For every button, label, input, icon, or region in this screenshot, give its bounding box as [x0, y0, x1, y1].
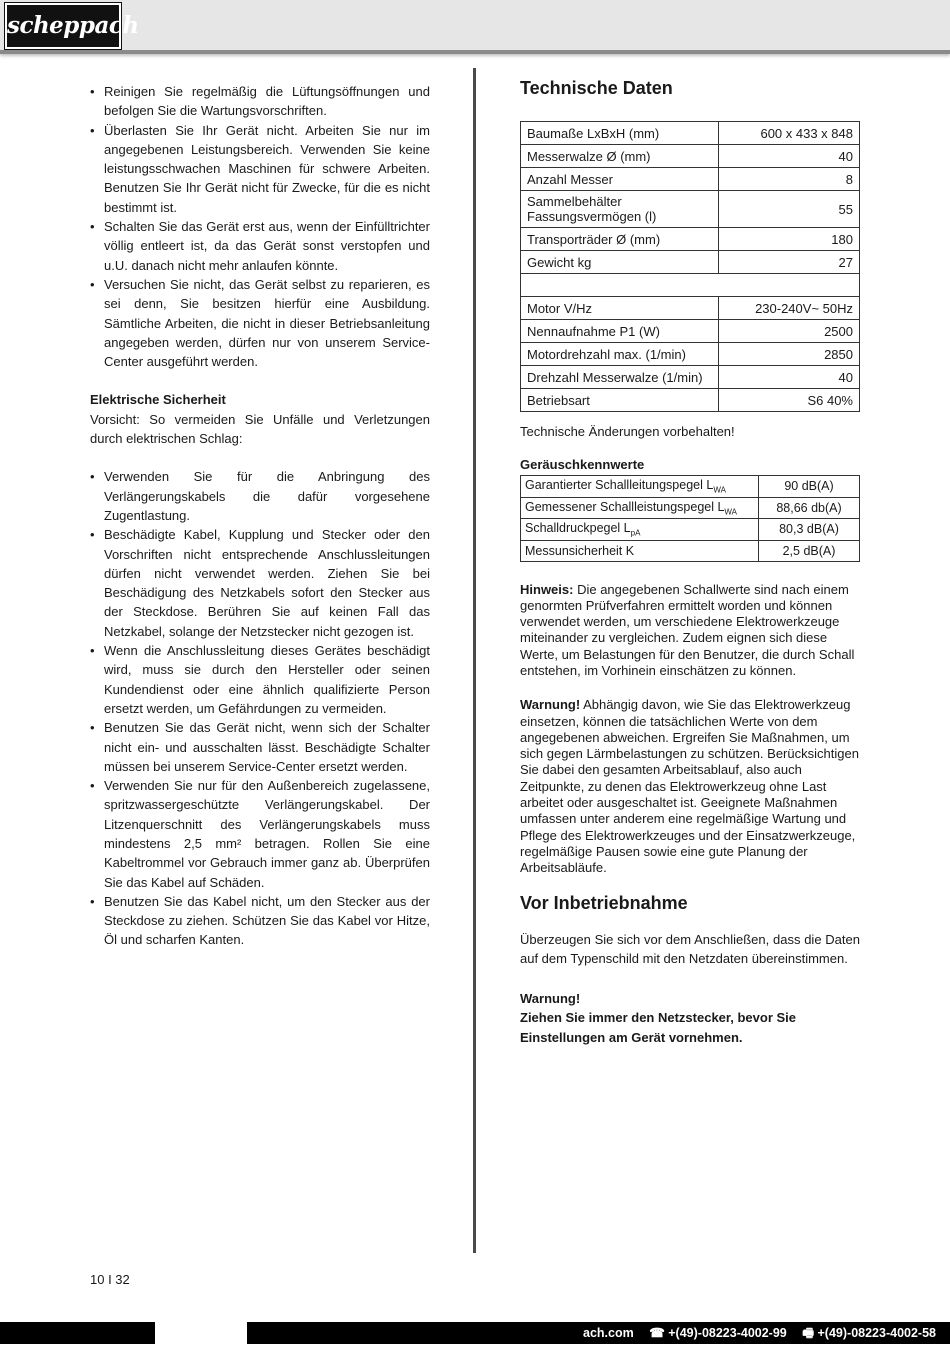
noise-table	[520, 475, 860, 562]
table-row	[521, 320, 860, 343]
tech-label: Betriebsart	[521, 389, 719, 412]
warning2-text: Ziehen Sie immer den Netzstecker, bevor Sie Einstellungen am Gerät vornehmen.	[520, 1010, 797, 1045]
right-column	[520, 78, 860, 1047]
list-item: • Reinigen Sie regelmäßig die Lüftungsöffnungen und befolgen Sie die Wartungsvorschriften.	[90, 82, 430, 121]
tech-value: 27	[719, 251, 860, 274]
table-row	[521, 228, 860, 251]
footer-fax: 🖷 +(49)-08223-4002-58	[802, 1326, 936, 1340]
noise-label: Garantierter Schallleitungspegel $L_{WA}$	[521, 476, 759, 498]
list-item: • Wenn die Anschlussleitung dieses Gerätes beschädigt wird, muss sie durch den Hersteller oder seinen Kundendienst oder eine ähnlich qualifizierte Person ersetzt werden, um Gefährdungen zu vermeiden.	[90, 641, 430, 718]
table-row	[521, 145, 860, 168]
tech-data-title: Technische Daten	[520, 78, 673, 98]
list-item: • Beschädigte Kabel, Kupplung und Stecker oder den Vorschriften nicht entsprechende Anschlussleitungen dürfen nicht verwendet werden. Ziehen Sie bei Beschädigung des Netzkabels sofort den Stecker aus der Steckdose. Berühren Sie auf keinen Fall das Netzkabel, solange der Netzstecker nicht gezogen ist.	[90, 525, 430, 641]
tech-label: Anzahl Messer	[521, 168, 719, 191]
tech-label: Gewicht kg	[521, 251, 719, 274]
warning2-label: Warnung!	[520, 991, 581, 1007]
list-item: • Benutzen Sie das Kabel nicht, um den Stecker aus der Steckdose zu ziehen. Schützen Sie das Kabel vor Hitze, Öl und scharfen Kanten.	[90, 892, 430, 950]
noise-label: Gemessener Schallleistungspegel $L_{WA}$	[521, 497, 759, 519]
tech-data-table	[520, 121, 860, 412]
tech-value: S6 40%	[719, 389, 860, 412]
section-title-electrical: Elektrische Sicherheit	[90, 392, 226, 408]
table-row	[521, 540, 860, 561]
column-divider	[473, 68, 476, 1253]
tech-label: Sammelbehälter Fassungsvermögen (l)	[521, 191, 719, 228]
tech-value: 230-240V~ 50Hz	[719, 297, 860, 320]
tech-value: 2500	[719, 320, 860, 343]
tech-value: 55	[719, 191, 860, 228]
tech-label: Transporträder Ø (mm)	[521, 228, 719, 251]
tech-value: 40	[719, 145, 860, 168]
tech-value: 40	[719, 366, 860, 389]
tech-label: Motor V/Hz	[521, 297, 719, 320]
list-item: • Überlasten Sie Ihr Gerät nicht. Arbeiten Sie nur im angegebenen Leistungsbereich. Verwenden Sie keine leistungsschwachen Maschinen für schwere Arbeiten. Benutzen Sie Ihr Gerät nicht für Zwecke, für die es nicht bestimmt ist.	[90, 121, 430, 217]
noise-value: 90 dB(A)	[759, 476, 860, 498]
footer-website[interactable]: ach.com	[583, 1326, 634, 1340]
tech-label: Drehzahl Messerwalze (1/min)	[521, 366, 719, 389]
tech-value: 2850	[719, 343, 860, 366]
table-row-empty	[521, 274, 860, 297]
noise-label: Messunsicherheit K	[521, 540, 759, 561]
page-number: 10 I 32	[90, 1272, 130, 1287]
table-row	[521, 297, 860, 320]
tech-label: Motordrehzahl max. (1/min)	[521, 343, 719, 366]
left-column	[90, 82, 430, 950]
page-header	[0, 0, 950, 54]
hint-paragraph: Hinweis: Die angegebenen Schallwerte sind nach einem genormten Prüfverfahren ermittelt worden und können verwendet werden, um verschiedene Elektrowerkzeuge miteinander zu vergleichen. Zudem eignen sich diese Werte, um Belastungen für den Benutzer, die durch Schall entstehen, im Vorhinein einschätzen zu können.	[520, 581, 855, 678]
section-intro: Vorsicht: So vermeiden Sie Unfälle und Verletzungen durch elektrischen Schlag:	[90, 411, 430, 447]
tech-value: 8	[719, 168, 860, 191]
footer-contact	[571, 1322, 936, 1344]
table-row	[521, 251, 860, 274]
table-row	[521, 476, 860, 498]
noise-value: 80,3 dB(A)	[759, 519, 860, 541]
tech-label: Messerwalze Ø (mm)	[521, 145, 719, 168]
brand-logo: scheppach	[5, 3, 121, 49]
tech-label: Nennaufnahme P1 (W)	[521, 320, 719, 343]
table-row	[521, 122, 860, 145]
list-item: • Versuchen Sie nicht, das Gerät selbst zu reparieren, es sei denn, Sie besitzen hierfür eine Ausbildung. Sämtliche Arbeiten, die nicht in dieser Betriebsanleitung angegeben werden, dürfen nur von unserem Service-Center ausgeführt werden.	[90, 275, 430, 371]
warning-paragraph: Warnung! Abhängig davon, wie Sie das Elektrowerkzeug einsetzen, können die tatsächlichen Werte von dem angegebenen abweichen. Ergreifen Sie Maßnahmen, um sich gegen Lärmbelastungen zu schützen. Berücksichtigen Sie dabei den gesamten Arbeitsablauf, also auch Zeitpunkte, zu denen das Elektrowerkzeug ohne Last arbeitet oder ausgeschaltet ist. Geeignete Maßnahmen umfassen unter anderem eine regelmäßige Wartung und Pflege des Elektrowerkzeuges und der Einsatzwerkzeuge, regelmäßige Pausen sowie eine gute Planung der Arbeitsabläufe.	[520, 697, 859, 876]
table-row	[521, 168, 860, 191]
noise-label: Schalldruckpegel $L_{pA}$	[521, 519, 759, 541]
list-item: • Verwenden Sie nur für den Außenbereich zugelassene, spritzwassergeschützte Verlängerungskabel. Der Litzenquerschnitt des Verlängerungskabels muss mindestens 2,5 mm² betragen. Rollen Sie eine Kabeltrommel vor Gebrauch immer ganz ab. Überprüfen Sie das Kabel auf Schäden.	[90, 776, 430, 892]
empty-cell	[521, 274, 860, 297]
table-row	[521, 191, 860, 228]
startup-text: Überzeugen Sie sich vor dem Anschließen, dass die Daten auf dem Typenschild mit den Netzdaten übereinstimmen.	[520, 931, 860, 966]
table-row	[521, 497, 860, 519]
noise-title: Geräuschkennwerte	[520, 457, 645, 472]
startup-title: Vor Inbetriebnahme	[520, 892, 688, 913]
tech-value: 600 x 433 x 848	[719, 122, 860, 145]
tech-note: Technische Änderungen vorbehalten!	[520, 424, 735, 439]
maintenance-list	[90, 82, 430, 371]
tech-label: Baumaße LxBxH (mm)	[521, 122, 719, 145]
table-row	[521, 519, 860, 541]
noise-value: 88,66 db(A)	[759, 497, 860, 519]
noise-value: 2,5 dB(A)	[759, 540, 860, 561]
table-row	[521, 389, 860, 412]
footer-white-block	[155, 1322, 247, 1344]
tech-value: 180	[719, 228, 860, 251]
list-item: • Verwenden Sie für die Anbringung des Verlängerungskabels die dafür vorgesehene Zugentlastung.	[90, 467, 430, 525]
list-item: • Schalten Sie das Gerät erst aus, wenn der Einfülltrichter völlig entleert ist, da das Gerät sonst verstopfen und u.U. danach nicht mehr anlaufen könnte.	[90, 217, 430, 275]
table-row	[521, 366, 860, 389]
footer-phone: ☎ +(49)-08223-4002-99	[649, 1326, 787, 1340]
electrical-safety-list	[90, 467, 430, 949]
list-item: • Benutzen Sie das Gerät nicht, wenn sich der Schalter nicht ein- und ausschalten lässt. Beschädigte Schalter müssen bei unserem Service-Center ersetzt werden.	[90, 718, 430, 776]
table-row	[521, 343, 860, 366]
